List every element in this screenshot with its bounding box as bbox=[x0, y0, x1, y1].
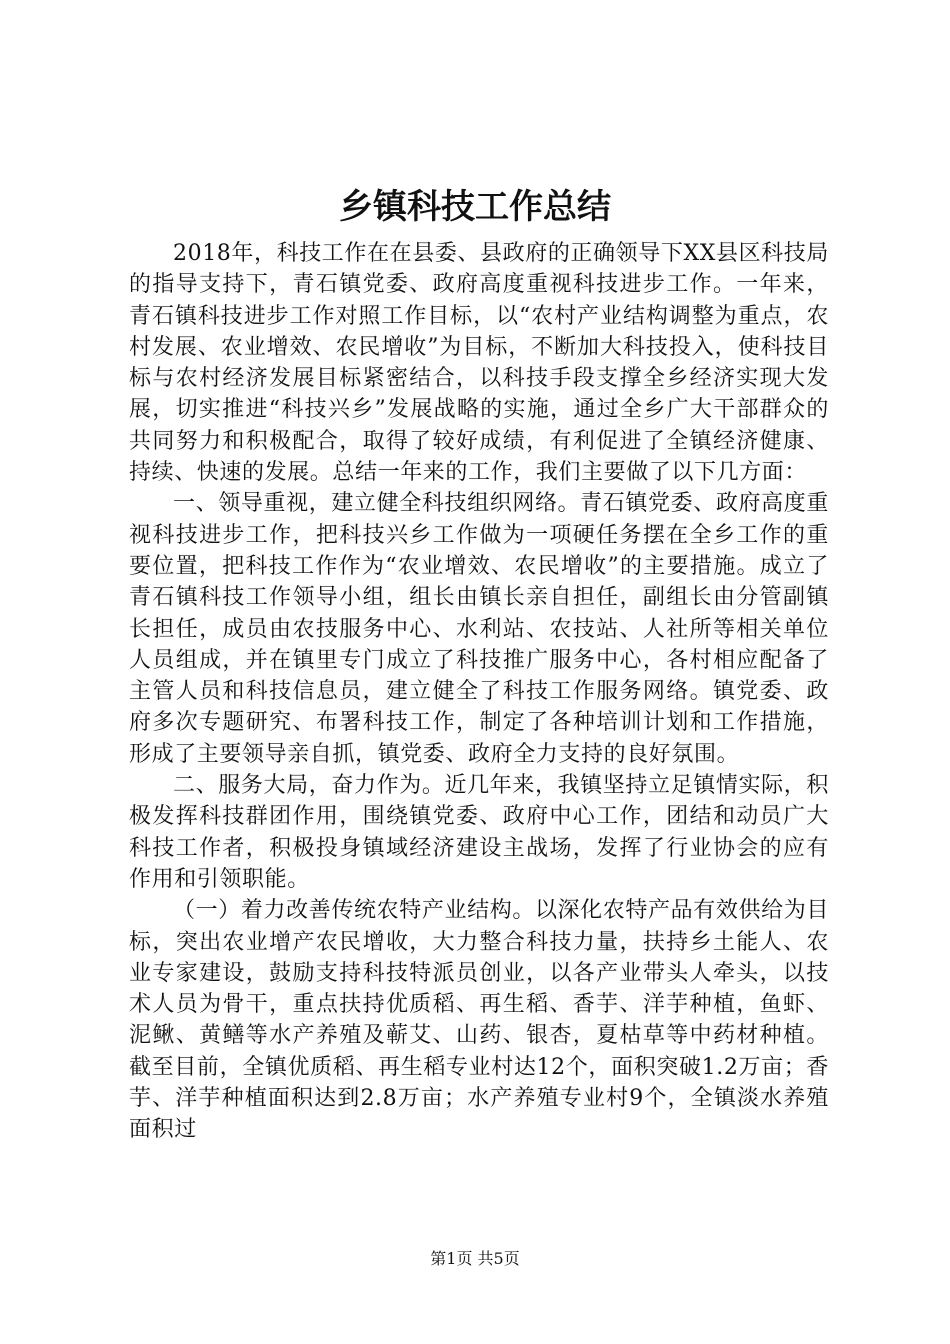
paragraph-section-2: 二、服务大局，奋力作为。近几年来，我镇坚持立足镇情实际，积极发挥科技群团作用，围绕镇党委、政府中心工作，团结和动员广大科技工作者，积极投身镇域经济建设主战场，发挥了行业协会的应有作用和引领职能。 bbox=[129, 773, 829, 892]
paragraph-subsection-1: （一）着力改善传统农特产业结构。以深化农特产品有效供给为目标，突出农业增产农民增收，大力整合科技力量，扶持乡土能人、农业专家建设，鼓励支持科技特派员创业，以各产业带头人牵头，以技术人员为骨干，重点扶持优质稻、再生稻、香芋、洋芋种植，鱼虾、泥鳅、黄鳝等水产养殖及蕲艾、山药、银杏，夏枯草等中药材种植。截至目前，全镇优质稻、再生稻专业村达12个，面积突破1.2万亩；香芋、洋芋种植面积达到2.8万亩；水产养殖专业村9个，全镇淡水养殖面积过 bbox=[129, 898, 829, 1143]
page-number-footer: 第1页 共5页 bbox=[430, 1249, 520, 1268]
document-title: 乡镇科技工作总结 bbox=[339, 187, 611, 227]
document-body bbox=[129, 238, 829, 1146]
paragraph-section-1: 一、领导重视，建立健全科技组织网络。青石镇党委、政府高度重视科技进步工作，把科技兴乡工作做为一项硬任务摆在全乡工作的重要位置，把科技工作作为“农业增效、农民增收”的主要措施。成立了青石镇科技工作领导小组，组长由镇长亲自担任，副组长由分管副镇长担任，成员由农技服务中心、水利站、农技站、人社所等相关单位人员组成，并在镇里专门成立了科技推广服务中心，各村相应配备了主管人员和科技信息员，建立健全了科技工作服务网络。镇党委、政府多次专题研究、布署科技工作，制定了各种培训计划和工作措施，形成了主要领导亲自抓，镇党委、政府全力支持的良好氛围。 bbox=[129, 491, 829, 767]
paragraph-intro: 2018年，科技工作在在县委、县政府的正确领导下XX县区科技局的指导支持下，青石镇党委、政府高度重视科技进步工作。一年来，青石镇科技进步工作对照工作目标，以“农村产业结构调整为重点，农村发展、农业增效、农民增收”为目标，不断加大科技投入，使科技目标与农村经济发展目标紧密结合，以科技手段支撑全乡经济实现大发展，切实推进“科技兴乡”发展战略的实施，通过全乡广大干部群众的共同努力和积极配合，取得了较好成绩，有利促进了全镇经济健康、持续、快速的发展。总结一年来的工作，我们主要做了以下几方面： bbox=[129, 241, 829, 486]
